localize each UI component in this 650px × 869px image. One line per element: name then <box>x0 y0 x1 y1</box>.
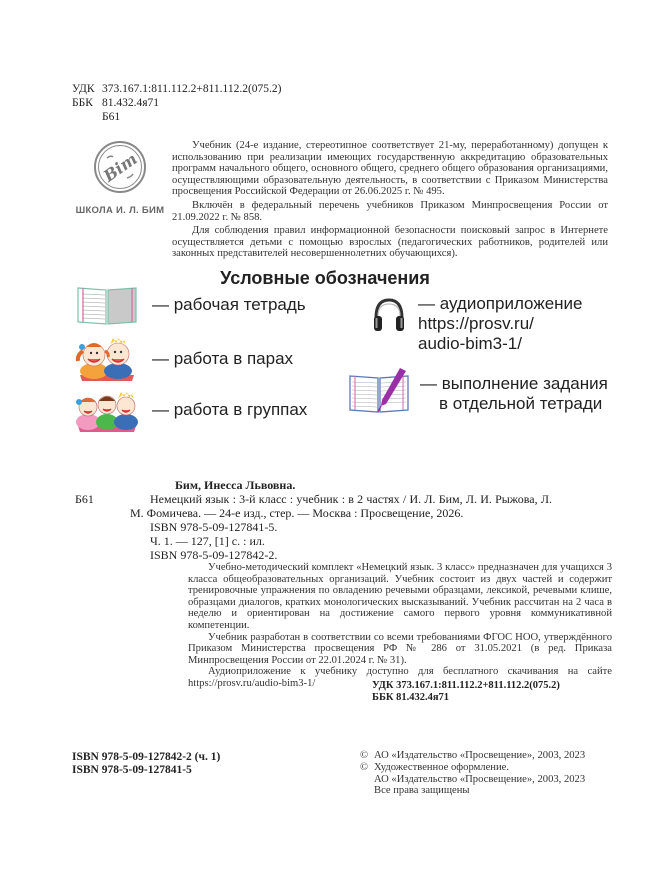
footer-codes <box>372 680 560 704</box>
annotation-paragraph: Учебно-методический комплект «Немецкий язык. 3 класс» предназначен для учащихся 3 класса общеобразовательных организаций. Учебник состоит из двух частей и содержит тренировочные упражнения по овладению речевыми образцами, лексикой, речевыми клише, образцами диалогов, кратких монологических высказываний. Учебник рассчитан на 2 часа в неделю и ориентирован на достижение самого первого уровня коммуникативной компетенции. <box>188 562 612 631</box>
group-work-icon <box>74 386 140 434</box>
svg-text:Bim: Bim <box>99 149 141 186</box>
legend-item-pair-work <box>74 335 293 383</box>
legend-title: Условные обозначения <box>220 268 430 288</box>
biblio-description: Немецкий язык : 3-й класс : учебник : в 2 частях / И. Л. Бим, Л. И. Рыжова, Л. М. Фомичева. — 24-е изд., стер. — Москва : Просвещение, 2026. <box>130 492 552 520</box>
notice-paragraph: Для соблюдения правил информационной безопасности поисковый запрос в Интернете осуществляется детьми с помощью взрослых (педагогических работников, родителей или законных представителей несовершеннолетних обучающихся). <box>172 225 608 260</box>
bim-monogram-icon <box>93 140 147 194</box>
approval-notice <box>172 140 608 260</box>
notice-paragraph: Учебник (24-е издание, стереотипное соответствует 21-му, переработанному) допущен к использованию при реализации имеющих государственную аккредитацию образовательных программ начального общего, основного общего, среднего общего образования организациями, осуществляющими образовательную деятельность, в соответствии с Приказом Министерства просвещения Российской Федерации от 26.06.2025 г. № 495. <box>172 140 608 198</box>
headphones-icon <box>372 296 406 334</box>
bbk-value: 81.432.4я71 <box>102 97 160 109</box>
classification-codes <box>72 82 282 124</box>
isbn-line: ISBN 978-5-09-127841-5 <box>72 764 192 776</box>
isbn-set: ISBN 978-5-09-127841-5. <box>150 520 278 534</box>
audio-url-line[interactable]: audio-bim3-1/ <box>418 334 522 353</box>
bibliographic-record <box>75 478 615 562</box>
copyright-block <box>360 750 585 797</box>
copyright-line: Художественное оформление. <box>374 761 509 773</box>
legend-label: — рабочая тетрадь <box>152 295 306 314</box>
copyright-icon: © <box>360 750 369 761</box>
legend-item-workbook <box>76 284 306 326</box>
notebook-pen-icon <box>348 366 410 416</box>
legend-label: — работа в группах <box>152 400 308 419</box>
legend-label-line2: в отдельной тетради <box>439 394 603 413</box>
udk-value: 373.167.1:811.112.2+811.112.2(075.2) <box>102 83 282 95</box>
legend-item-audio <box>372 294 583 354</box>
annotation-paragraph: Учебник разработан в соответствии со всеми требованиями ФГОС НОО, утверждённого Приказом Министерства просвещения РФ № 286 от 31.05.2021 (в ред. Приказа Минпросвещения России от 22.01.2024 г. № 31). <box>188 631 612 666</box>
book-annotation <box>188 562 612 690</box>
isbn-part: ISBN 978-5-09-127842-2. <box>150 548 278 562</box>
biblio-code: Б61 <box>75 492 94 506</box>
pair-work-icon <box>74 335 140 383</box>
isbn-block <box>72 751 220 777</box>
workbook-icon <box>76 284 138 326</box>
bbk-label: ББК <box>72 97 93 109</box>
legend-label: — аудиоприложение <box>418 294 583 313</box>
footer-bbk: ББК 81.432.4я71 <box>372 692 450 703</box>
rights-reserved: Все права защищены <box>374 785 470 797</box>
notice-paragraph: Включён в федеральный перечень учебников Приказом Минпросвещения России от 21.09.2022 г. № 858. <box>172 199 608 223</box>
part-info: Ч. 1. — 127, [1] с. : ил. <box>150 534 265 548</box>
legend-item-group-work <box>74 386 307 434</box>
legend-label: — выполнение задания <box>420 374 608 393</box>
legend-item-separate-notebook <box>348 366 608 416</box>
copyright-icon: © <box>360 761 369 773</box>
logo-caption: ШКОЛА И. Л. БИМ <box>75 205 165 216</box>
udk-label: УДК <box>72 83 95 95</box>
copyright-line: АО «Издательство «Просвещение», 2003, 2023 <box>374 750 586 761</box>
author-mark: Б61 <box>102 111 121 123</box>
footer-udk: УДК 373.167.1:811.112.2+811.112.2(075.2) <box>372 680 560 691</box>
audio-url-line[interactable]: https://prosv.ru/ <box>418 314 534 333</box>
legend-label: — работа в парах <box>152 349 294 368</box>
isbn-line: ISBN 978-5-09-127842-2 (ч. 1) <box>72 751 221 763</box>
school-logo <box>70 140 170 216</box>
annotation-paragraph: Аудиоприложение к учебнику доступно для бесплатного скачивания на сайте https://prosv.ru/audio-bim3-1/ <box>188 666 612 689</box>
copyright-line: АО «Издательство «Просвещение», 2003, 2023 <box>374 773 586 785</box>
author-name: Бим, Инесса Львовна. <box>175 478 296 492</box>
